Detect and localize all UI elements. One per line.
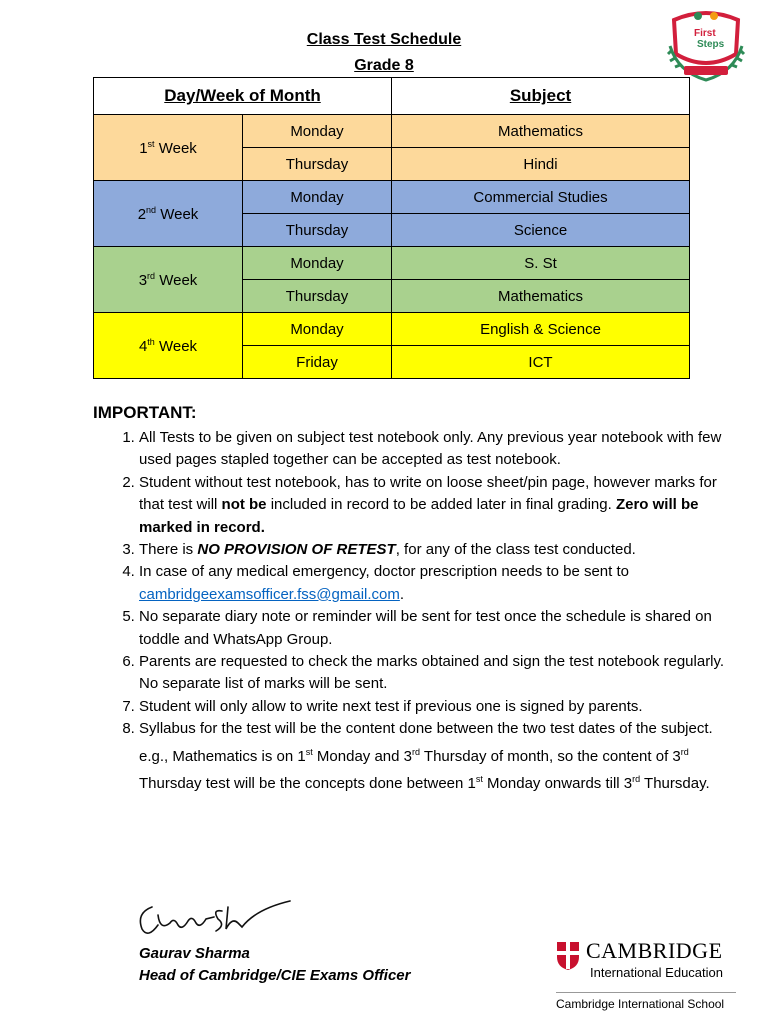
document-title: Class Test Schedule xyxy=(306,31,462,48)
school-logo xyxy=(664,6,748,88)
document-header xyxy=(0,27,768,79)
subject-cell: Mathematics xyxy=(392,115,690,148)
handwritten-signature xyxy=(130,887,300,947)
table-row xyxy=(94,181,690,214)
day-cell: Thursday xyxy=(243,280,392,313)
list-item: 5. No separate diary note or reminder will be sent for test once the schedule is shared on toddle and WhatsApp Group. xyxy=(139,606,739,651)
cambridge-subtitle: International Education xyxy=(590,965,723,980)
list-item: 8. Syllabus for the test will be the content done between the two test dates of the subject. e.g., Mathematics is on 1st Monday and 3rd Thursday of month, so the content of 3rd Thursday test will be the concepts done between 1st Monday onwards till 3rd Thursday. xyxy=(139,718,739,795)
cambridge-shield-icon xyxy=(556,941,580,971)
subject-cell: S. St xyxy=(392,247,690,280)
subject-cell: Mathematics xyxy=(392,280,690,313)
table-row xyxy=(94,313,690,346)
week-cell: 2nd Week xyxy=(94,181,243,247)
svg-text:Steps: Steps xyxy=(697,39,725,50)
signatory-name: Gaurav Sharma xyxy=(139,945,250,962)
email-link[interactable]: cambridgeexamsofficer.fss@gmail.com xyxy=(139,585,400,603)
week-cell: 1st Week xyxy=(94,115,243,181)
day-cell: Monday xyxy=(243,247,392,280)
day-cell: Monday xyxy=(243,313,392,346)
subject-cell: Hindi xyxy=(392,148,690,181)
signatory-role: Head of Cambridge/CIE Exams Officer xyxy=(139,967,411,984)
day-cell: Monday xyxy=(243,115,392,148)
list-item: 6. Parents are requested to check the marks obtained and sign the test notebook regularly. No separate list of marks will be sent. xyxy=(139,651,739,696)
subject-cell: ICT xyxy=(392,346,690,379)
week-cell: 4th Week xyxy=(94,313,243,379)
cambridge-wordmark: CAMBRIDGE xyxy=(586,938,723,963)
schedule-table xyxy=(93,77,690,379)
list-item: 7. Student will only allow to write next test if previous one is signed by parents. xyxy=(139,696,739,718)
important-heading: IMPORTANT: xyxy=(93,403,197,422)
day-cell: Thursday xyxy=(243,214,392,247)
important-notes-list xyxy=(93,427,739,796)
list-item: 3. There is NO PROVISION OF RETEST, for any of the class test conducted. xyxy=(139,539,739,561)
week-cell: 3rd Week xyxy=(94,247,243,313)
divider xyxy=(556,992,736,993)
list-item: 2. Student without test notebook, has to write on loose sheet/pin page, however marks for that test will not be included in record to be added later in final grading. Zero will be marked in record. xyxy=(139,472,739,539)
header-day-week: Day/Week of Month xyxy=(94,78,392,115)
cambridge-logo xyxy=(556,938,741,1018)
svg-text:First: First xyxy=(694,28,716,39)
header-subject: Subject xyxy=(392,78,690,115)
list-item: 1. All Tests to be given on subject test notebook only. Any previous year notebook with few used pages stapled together can be accepted as test notebook. xyxy=(139,427,739,472)
table-row xyxy=(94,115,690,148)
list-item: 4. In case of any medical emergency, doctor prescription needs to be sent to cambridgeexamsofficer.fss@gmail.com. xyxy=(139,561,739,606)
table-header-row xyxy=(94,78,690,115)
grade-label: Grade 8 xyxy=(354,57,414,74)
subject-cell: Commercial Studies xyxy=(392,181,690,214)
day-cell: Thursday xyxy=(243,148,392,181)
school-name: Cambridge International School xyxy=(556,997,725,1011)
day-cell: Friday xyxy=(243,346,392,379)
table-row xyxy=(94,247,690,280)
subject-cell: Science xyxy=(392,214,690,247)
day-cell: Monday xyxy=(243,181,392,214)
subject-cell: English & Science xyxy=(392,313,690,346)
